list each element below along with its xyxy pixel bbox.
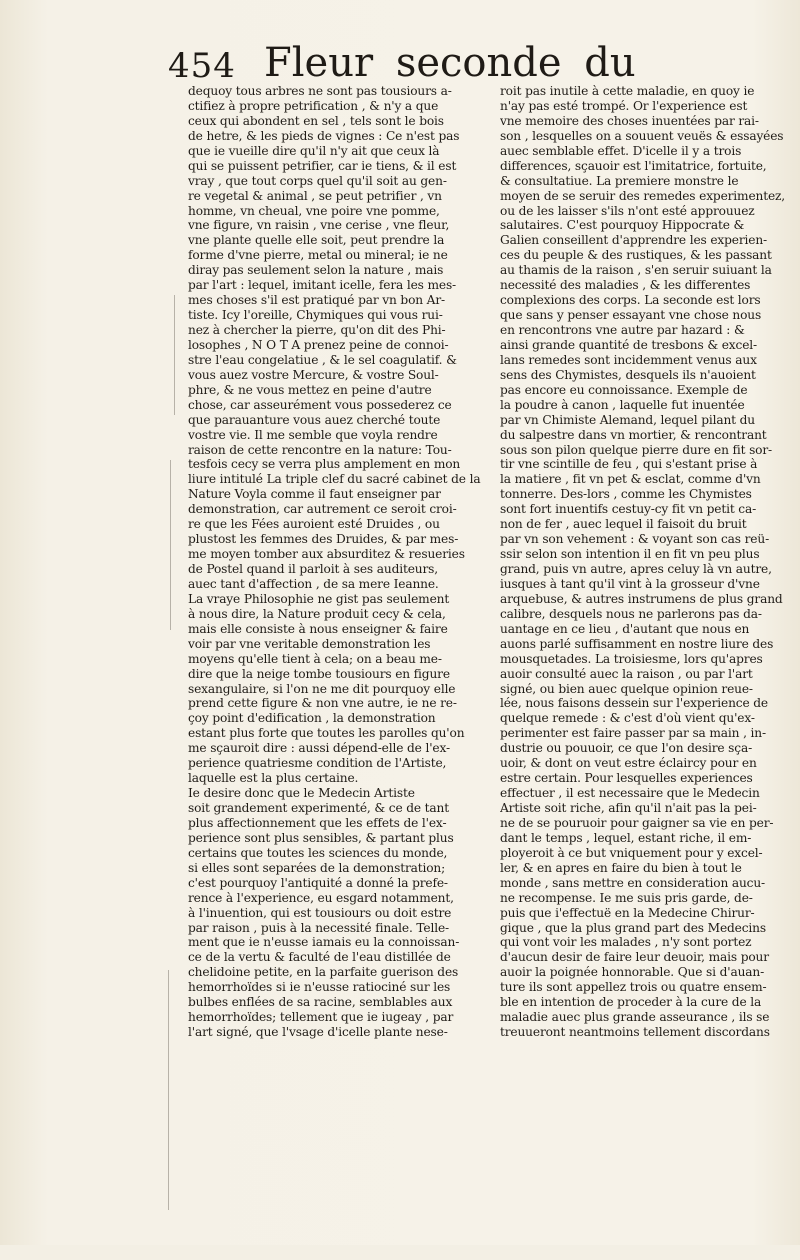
text-line: lée, nous faisons dessein sur l'experience de — [500, 696, 768, 711]
text-line: la poudre à canon , laquelle fut inuentée — [500, 397, 745, 412]
text-line: ployeroit à ce but vniquement pour y excel- — [500, 845, 763, 860]
text-line: moyen de se seruir des remedes experimentez, — [500, 188, 786, 203]
text-line: sont fort inuentifs cestuy-cy fit vn petit ca- — [500, 502, 757, 517]
text-line: ssir selon son intention il en fit vn peu plus — [500, 547, 760, 562]
text-line: dant le temps , lequel, estant riche, il em- — [500, 830, 752, 845]
text-line: uoir, & dont on veut estre éclaircy pour en — [500, 756, 757, 771]
text-line: estant plus forte que toutes les parolles qu'on — [188, 726, 465, 741]
text-line: bulbes enflées de sa racine, semblables aux — [188, 995, 453, 1010]
text-line: au thamis de la raison , s'en seruir suiuant la — [500, 263, 772, 278]
text-line: Nature Voyla comme il faut enseigner par — [188, 487, 441, 502]
text-line: signé, ou bien auec quelque opinion reue- — [500, 681, 753, 696]
text-line: qui se puissent petrifier, car ie tiens, & il est — [188, 158, 457, 173]
text-line: complexions des corps. La seconde est lors — [500, 293, 761, 308]
text-line: Ie desire donc que le Medecin Artiste — [188, 786, 415, 801]
text-line: iusques à tant qu'il vint à la grosseur d'vne — [500, 576, 760, 591]
text-line: demonstration, car autrement ce seroit croi- — [188, 502, 457, 517]
text-line: sens des Chymistes, desquels ils n'auoient — [500, 367, 756, 382]
text-line: auoir la poignée honnorable. Que si d'auan- — [500, 965, 765, 980]
text-line: dustrie ou pouuoir, ce que l'on desire sça- — [500, 741, 753, 756]
text-line: diray pas seulement selon la nature , mais — [188, 263, 444, 278]
text-line: sous son pilon quelque pierre dure en fit sor- — [500, 442, 773, 457]
text-line: roit pas inutile à cette maladie, en quoy ie — [500, 84, 755, 98]
text-line: maladie auec plus grande asseurance , ils se — [500, 1010, 770, 1025]
text-line: grand, puis vn autre, apres celuy là vn autre, — [500, 562, 772, 576]
text-line: rence à l'experience, eu esgard notamment, — [188, 890, 454, 905]
text-line: Galien conseillent d'apprendre les experien- — [500, 233, 768, 248]
text-line: du salpestre dans vn mortier, & rencontrant — [500, 427, 767, 442]
text-line: gique , que la plus grand part des Medecins — [500, 920, 766, 935]
text-line: voir par vne veritable demonstration les — [188, 636, 431, 651]
text-line: vne plante quelle elle soit, peut prendre la — [188, 233, 445, 248]
text-line: vne figure, vn raisin , vne cerise , vne fleur, — [188, 218, 450, 233]
text-line: uantage en ce lieu , d'autant que nous en — [500, 621, 750, 636]
text-line: laquelle est la plus certaine. — [188, 771, 359, 786]
text-line: si elles sont separées de la demonstration; — [188, 860, 446, 875]
text-line: quelque remede : & c'est d'où vient qu'ex- — [500, 711, 755, 726]
text-line: losophes , N O T A prenez peine de connoi- — [188, 337, 449, 352]
text-line: ne de se pouruoir pour gaigner sa vie en per- — [500, 815, 774, 830]
text-line: mes choses s'il est pratiqué par vn bon Ar- — [188, 293, 445, 308]
text-line: mais elle consiste à nous enseigner & faire — [188, 621, 448, 636]
text-line: que parauanture vous auez cherché toute — [188, 412, 441, 427]
text-line: par l'art : lequel, imitant icelle, fera les mes- — [188, 278, 457, 293]
text-line: chelidoine petite, en la parfaite guerison des — [188, 965, 459, 980]
running-title: Fleur seconde du — [264, 40, 636, 86]
text-line: que sans y penser essayant vne chose nous — [500, 308, 762, 323]
text-line: moyens qu'elle tient à cela; on a beau me- — [188, 651, 442, 666]
text-line: à nous dire, la Nature produit cecy & cela, — [188, 606, 446, 621]
text-line: vostre vie. Il me semble que voyla rendre — [188, 427, 438, 442]
text-line: par raison , puis à la necessité finale. Telle- — [188, 920, 450, 935]
text-line: perience sont plus sensibles, & partant plus — [188, 830, 454, 845]
text-line: perimenter est faire passer par sa main , in- — [500, 726, 766, 741]
text-line: tiste. Icy l'oreille, Chymiques qui vous rui- — [188, 308, 443, 323]
text-line: re que les Fées auroient esté Druides , ou — [188, 517, 440, 532]
text-line: son , lesquelles on a souuent veuës & essayées — [500, 128, 784, 143]
text-line: pas encore eu connoissance. Exemple de — [500, 382, 748, 397]
text-line: à l'inuention, qui est tousiours ou doit estre — [188, 905, 452, 920]
text-line: differences, sçauoir est l'imitatrice, fortuite, — [500, 158, 767, 173]
text-line: vous auez vostre Mercure, & vostre Soul- — [188, 367, 439, 382]
text-line: auec tant d'affection , de sa mere Ieanne. — [188, 576, 439, 591]
text-line: la matiere , fit vn pet & esclat, comme d'vn — [500, 472, 761, 487]
text-line: ceux qui abondent en sel , tels sont le bois — [188, 113, 444, 128]
text-line: & consultatiue. La premiere monstre le — [500, 173, 739, 188]
text-line: nez à chercher la pierre, qu'on dit des Phi- — [188, 323, 446, 337]
right-text-column — [500, 84, 800, 1040]
text-line: phre, & ne vous mettez en peine d'autre — [188, 382, 432, 397]
text-line: ces du peuple & des rustiques, & les passant — [500, 248, 772, 263]
text-line: dire que la neige tombe tousiours en figure — [188, 666, 450, 681]
text-line: plustost les femmes des Druides, & par mes- — [188, 532, 459, 547]
text-line: ler, & en apres en faire du bien à tout le — [500, 860, 742, 875]
text-line: ne recompense. Ie me suis pris garde, de- — [500, 890, 753, 905]
text-line: ainsi grande quantité de tresbons & excel- — [500, 337, 757, 352]
text-line: effectuer , il est necessaire que le Medecin — [500, 786, 760, 801]
text-line: estre certain. Pour lesquelles experiences — [500, 771, 753, 786]
text-line: vray , que tout corps quel qu'il soit au gen- — [188, 173, 447, 188]
text-line: La vraye Philosophie ne gist pas seulement — [188, 591, 450, 606]
text-line: çoy point d'edification , la demonstration — [188, 711, 436, 726]
text-line: perience quatriesme condition de l'Artiste, — [188, 756, 447, 771]
text-line: necessité des maladies , & les differentes — [500, 278, 751, 293]
text-line: prend cette figure & non vne autre, ie ne re- — [188, 696, 457, 711]
text-line: l'art signé, que l'vsage d'icelle plante nese- — [188, 1025, 448, 1040]
text-line: que ie vueille dire qu'il n'y ait que ceux là — [188, 143, 440, 158]
text-line: treuueront neantmoins tellement discordans — [500, 1025, 770, 1040]
left-text-column — [188, 84, 488, 1040]
text-line: ctifiez à propre petrification , & n'y a que — [188, 98, 439, 113]
text-line: forme d'vne pierre, metal ou mineral; ie ne — [188, 248, 448, 263]
text-line: de hetre, & les pieds de vignes : Ce n'est pas — [188, 128, 460, 143]
text-line: me moyen tomber aux absurditez & resueries — [188, 547, 465, 562]
page-number: 454 — [168, 46, 236, 86]
text-line: lans remedes sont incidemment venus aux — [500, 352, 757, 367]
text-line: hemorrhoïdes; tellement que ie iugeay , par — [188, 1010, 454, 1025]
text-line: soit grandement experimenté, & ce de tant — [188, 801, 449, 815]
text-line: salutaires. C'est pourquoy Hippocrate & — [500, 218, 745, 233]
text-line: homme, vn cheual, vne poire vne pomme, — [188, 203, 440, 218]
text-line: vne memoire des choses inuentées par rai- — [500, 113, 759, 128]
text-line: calibre, desquels nous ne parlerons pas da- — [500, 606, 762, 621]
text-line: liure intitulé La triple clef du sacré cabinet de la — [188, 472, 481, 487]
text-line: certains que toutes les sciences du monde, — [188, 845, 448, 860]
text-line: tonnerre. Des-lors , comme les Chymistes — [500, 487, 752, 502]
text-line: raison de cette rencontre en la nature: Tou- — [188, 442, 452, 457]
text-line: Artiste soit riche, afin qu'il n'ait pas la pei- — [500, 801, 757, 815]
text-line: chose, car asseurément vous possederez ce — [188, 397, 452, 412]
text-line: monde , sans mettre en consideration aucu- — [500, 875, 766, 890]
text-line: ble en intention de proceder à la cure de la — [500, 995, 762, 1010]
text-line: ture ils sont appellez trois ou quatre ensem- — [500, 980, 767, 995]
text-line: auoir consulté auec la raison , ou par l'art — [500, 666, 753, 681]
text-line: puis que i'effectuë en la Medecine Chirur- — [500, 905, 755, 920]
text-line: ou de les laisser s'ils n'ont esté approuuez — [500, 203, 755, 218]
text-line: c'est pourquoy l'antiquité a donné la prefe- — [188, 875, 448, 890]
text-line: auons parlé suffisamment en nostre liure des — [500, 636, 774, 651]
text-line: par vn Chimiste Alemand, lequel pilant du — [500, 412, 756, 427]
page-header — [168, 40, 636, 90]
text-line: mousquetades. La troisiesme, lors qu'apres — [500, 651, 763, 666]
text-line: dequoy tous arbres ne sont pas tousiours a- — [188, 84, 452, 98]
text-line: non de fer , auec lequel il faisoit du bruit — [500, 517, 747, 532]
text-line: hemorrhoïdes si ie n'eusse ratiociné sur les — [188, 980, 451, 995]
text-line: ment que ie n'eusse iamais eu la connoissan- — [188, 935, 460, 950]
text-line: n'ay pas esté trompé. Or l'experience est — [500, 98, 748, 113]
text-line: arquebuse, & autres instrumens de plus grand — [500, 591, 783, 606]
text-line: re vegetal & animal , se peut petrifier , vn — [188, 188, 442, 203]
text-line: de Postel quand il parloit à ses auditeurs, — [188, 562, 438, 576]
text-line: en rencontrons vne autre par hazard : & — [500, 323, 745, 337]
text-line: auec semblable effet. D'icelle il y a trois — [500, 143, 742, 158]
text-line: par vn son vehement : & voyant son cas reü- — [500, 532, 770, 547]
text-line: d'aucun desir de faire leur deuoir, mais pour — [500, 950, 769, 965]
text-line: ce de la vertu & faculté de l'eau distillée de — [188, 950, 451, 965]
bleed-through-marks — [140, 80, 180, 1260]
text-line: sexangulaire, si l'on ne me dit pourquoy elle — [188, 681, 456, 696]
text-line: stre l'eau congelatiue , & le sel coagulatif. & — [188, 352, 457, 367]
text-line: me sçauroit dire : aussi dépend-elle de l'ex- — [188, 741, 450, 756]
text-line: qui vont voir les malades , n'y sont portez — [500, 935, 752, 950]
text-line: tir vne scintille de feu , qui s'estant prise à — [500, 457, 758, 472]
text-line: plus affectionnement que les effets de l'ex- — [188, 815, 447, 830]
text-line: tesfois cecy se verra plus amplement en mon — [188, 457, 461, 472]
